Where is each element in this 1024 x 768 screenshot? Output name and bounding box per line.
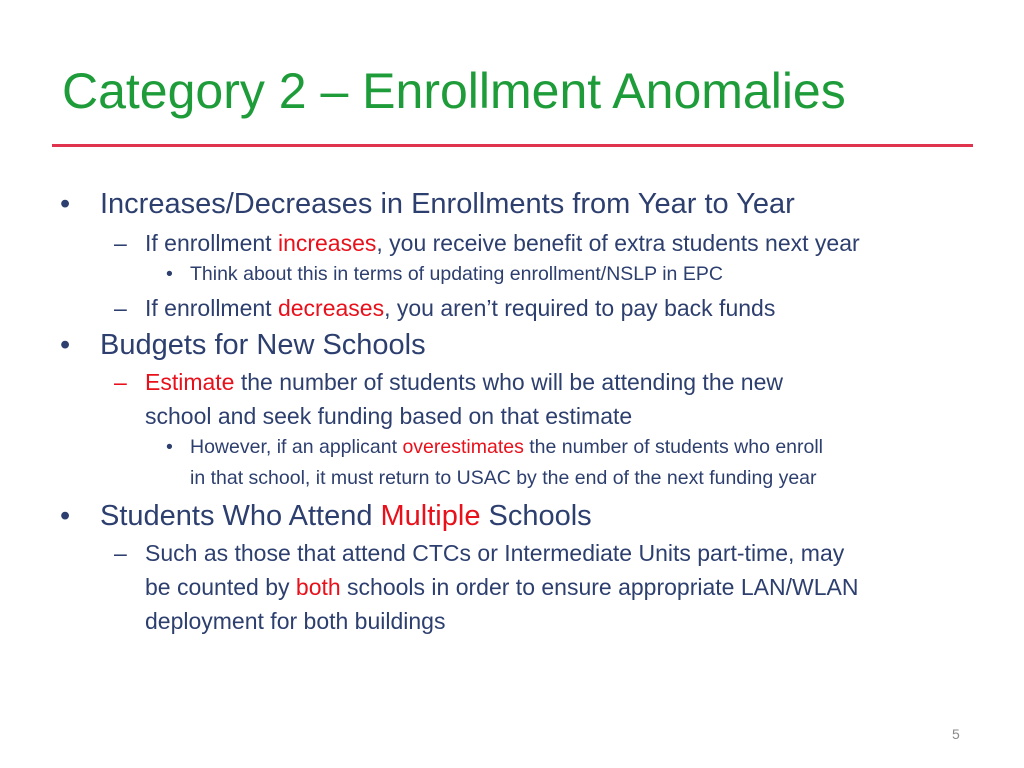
- bullet-1-text: Increases/Decreases in Enrollments from Year to Year: [100, 188, 795, 220]
- bullet-3-sub-1-line-3: deployment for both buildings: [145, 608, 446, 634]
- dash-icon: –: [114, 295, 127, 321]
- highlight-overestimates: overestimates: [402, 436, 524, 458]
- bullet-icon: •: [60, 329, 71, 361]
- bullet-3-sub-1-line-2: be counted by both schools in order to ensure appropriate LAN/WLAN: [145, 574, 859, 600]
- bullet-icon: •: [166, 436, 173, 458]
- bullet-2-sub-1-cont: school and seek funding based on that estimate: [145, 403, 633, 429]
- dash-icon: –: [114, 230, 127, 256]
- bullet-2-sub-1-detail-cont: in that school, it must return to USAC by the end of the next funding year: [190, 467, 817, 489]
- bullet-3-sub-1-line-1: Such as those that attend CTCs or Intermediate Units part-time, may: [145, 540, 845, 566]
- highlight-both: both: [295, 574, 341, 600]
- bullet-icon: •: [166, 263, 173, 285]
- highlight-multiple: Multiple: [380, 500, 481, 532]
- bullet-1-sub-2: If enrollment decreases, you aren’t required to pay back funds: [145, 295, 776, 321]
- bullet-2-sub-1: Estimate the number of students who will be attending the new: [145, 369, 783, 395]
- slide-title: Category 2 – Enrollment Anomalies: [62, 63, 846, 119]
- bullet-icon: •: [60, 188, 71, 220]
- page-number: 5: [952, 726, 960, 742]
- bullet-2-text: Budgets for New Schools: [100, 329, 426, 361]
- highlight-increases: increases: [277, 230, 377, 256]
- bullet-2-sub-1-detail: However, if an applicant overestimates the number of students who enroll: [190, 436, 824, 458]
- bullet-3-text: Students Who Attend Multiple Schools: [100, 500, 592, 532]
- highlight-decreases: decreases: [277, 295, 385, 321]
- bullet-icon: •: [60, 500, 71, 532]
- bullet-1-sub-1-detail: Think about this in terms of updating enrollment/NSLP in EPC: [190, 263, 723, 285]
- dash-icon: –: [114, 369, 127, 395]
- highlight-estimate: Estimate: [145, 369, 235, 395]
- dash-icon: –: [114, 540, 127, 566]
- bullet-1-sub-1: If enrollment increases, you receive benefit of extra students next year: [145, 230, 860, 256]
